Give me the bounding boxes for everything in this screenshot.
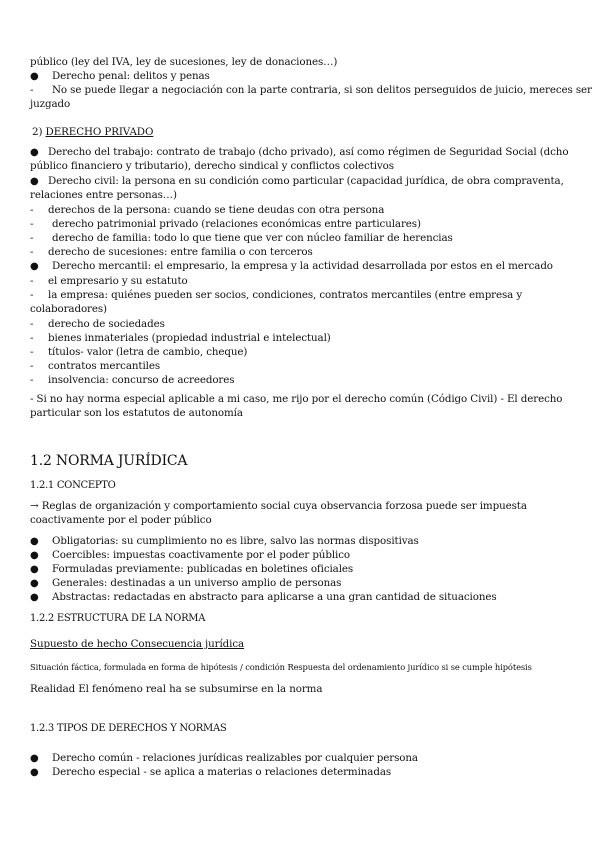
bullet-text: Coercibles: impuestas coactivamente por el poder público — [52, 549, 350, 561]
dash-text: títulos- valor (letra de cambio, cheque) — [48, 346, 248, 358]
bullet-icon: ● — [30, 578, 39, 589]
dash-text: No se puede llegar a negociación con la parte contraria, si son delitos perseguidos de juicio, mereces ser — [52, 84, 592, 96]
dash-icon: - — [30, 232, 34, 244]
bullet-icon: ● — [30, 261, 39, 272]
bullet-icon: ● — [30, 592, 39, 603]
subsection-title: 1.2.2 ESTRUCTURA DE LA NORMA — [30, 613, 206, 624]
subsection-title: 1.2.3 TIPOS DE DERECHOS Y NORMAS — [30, 723, 227, 734]
text-line: → Reglas de organización y comportamiento social cuya observancia forzosa puede ser impuesta — [30, 500, 527, 512]
text-line: colaboradores) — [30, 303, 107, 315]
dash-icon: - — [30, 218, 34, 230]
bullet-text: Generales: destinadas a un universo amplio de personas — [52, 577, 342, 589]
structure-description: Situación fáctica, formulada en forma de hipótesis / condición Respuesta del ordenamiento jurídico si se cumple hipótesis — [30, 662, 532, 672]
section-number: 2) — [32, 126, 46, 138]
dash-text: derecho patrimonial privado (relaciones económicas entre particulares) — [52, 218, 421, 230]
dash-text: derecho de familia: todo lo que tiene que ver con núcleo familiar de herencias — [52, 232, 453, 244]
bullet-text: Derecho civil: la persona en su condición como particular (capacidad jurídica, de obra compraventa, — [48, 175, 564, 187]
bullet-icon: ● — [30, 767, 39, 778]
dash-text: derecho de sociedades — [48, 318, 165, 330]
bullet-text: Obligatorias: su cumplimiento no es libre, salvo las normas dispositivas — [52, 535, 419, 547]
section-title: DERECHO PRIVADO — [45, 126, 154, 138]
bullet-text: Derecho común - relaciones jurídicas realizables por cualquier persona — [52, 752, 418, 764]
dash-text: la empresa: quiénes pueden ser socios, condiciones, contratos mercantiles (entre empresa y — [48, 289, 523, 301]
dash-icon: - — [30, 275, 34, 287]
bullet-text: Derecho del trabajo: contrato de trabajo (dcho privado), así como régimen de Seguridad Social (dcho — [48, 146, 569, 158]
bullet-text: Derecho especial - se aplica a materias o relaciones determinadas — [52, 766, 392, 778]
bullet-icon: ● — [30, 564, 39, 575]
dash-text: bienes inmateriales (propiedad industrial e intelectual) — [48, 332, 331, 344]
bullet-text: Formuladas previamente: publicadas en boletines oficiales — [52, 563, 354, 575]
structure-labels: Supuesto de hecho Consecuencia jurídica — [30, 638, 245, 650]
dash-icon: - — [30, 360, 34, 372]
dash-icon: - — [30, 374, 34, 386]
text-line: relaciones entre personas…) — [30, 189, 177, 201]
section-heading — [32, 126, 153, 139]
dash-text: insolvencia: concurso de acreedores — [48, 374, 235, 386]
dash-icon: - — [30, 318, 34, 330]
section-title: 1.2 NORMA JURÍDICA — [30, 453, 188, 469]
note-text: - Si no hay norma especial aplicable a mi caso, me rijo por el derecho común (Código Civil) - El derecho — [30, 393, 563, 405]
text-line: público financiero y tributario), derecho sindical y conflictos colectivos — [30, 160, 394, 172]
dash-icon: - — [30, 332, 34, 344]
text-line: público (ley del IVA, ley de sucesiones, ley de donaciones…) — [30, 56, 338, 68]
dash-icon: - — [30, 204, 34, 216]
bullet-icon: ● — [30, 71, 39, 82]
dash-icon: - — [30, 289, 34, 301]
dash-icon: - — [30, 246, 34, 258]
bullet-icon: ● — [30, 147, 39, 158]
bullet-text: Derecho mercantil: el empresario, la empresa y la actividad desarrollada por estos en el mercado — [52, 260, 553, 272]
dash-text: derecho de sucesiones: entre familia o con terceros — [48, 246, 313, 258]
bullet-text: Derecho penal: delitos y penas — [52, 70, 210, 82]
subsection-title: 1.2.1 CONCEPTO — [30, 480, 116, 491]
text-line: coactivamente por el poder público — [30, 514, 212, 526]
dash-text: el empresario y su estatuto — [48, 275, 188, 287]
dash-text: contratos mercantiles — [48, 360, 161, 372]
realidad-line: Realidad El fenómeno real ha se subsumirse en la norma — [30, 683, 323, 695]
bullet-icon: ● — [30, 176, 39, 187]
note-text: particular son los estatutos de autonomía — [30, 407, 243, 419]
dash-text: derechos de la persona: cuando se tiene deudas con otra persona — [48, 204, 385, 216]
bullet-icon: ● — [30, 753, 39, 764]
bullet-text: Abstractas: redactadas en abstracto para aplicarse a una gran cantidad de situaciones — [52, 591, 497, 603]
dash-icon: - — [30, 346, 34, 358]
text-line: juzgado — [30, 98, 71, 110]
bullet-icon: ● — [30, 536, 39, 547]
dash-icon: - — [30, 84, 34, 96]
bullet-icon: ● — [30, 550, 39, 561]
